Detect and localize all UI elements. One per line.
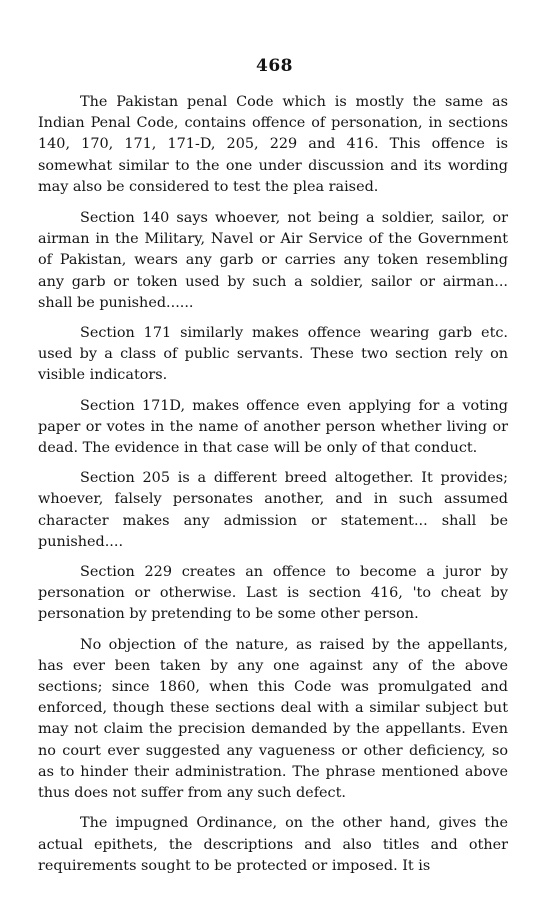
paragraph-section-171d: Section 171D, makes offence even applying for a voting paper or votes in the name of another person whether living or dead. The evidence in that case will be only of that conduct. — [38, 397, 508, 457]
paragraph-no-objection: No objection of the nature, as raised by the appellants, has ever been taken by any one against any of the above sections; since 1860, when this Code was promulgated and enforced, though these sections deal with a similar subject but may not claim the precision demanded by the appellants. Even no court ever suggested any vagueness or other deficiency, so as to hinder their administration. The phrase mentioned above thus does not suffer from any such defect. — [38, 636, 508, 802]
paragraph-penal-code-overview: The Pakistan penal Code which is mostly the same as Indian Penal Code, contains offence of personation, in sections 140, 170, 171, 171-D, 205, 229 and 416. This offence is somewhat similar to the one under discussion and its wording may also be considered to test the plea raised. — [38, 94, 508, 195]
paragraph-section-205: Section 205 is a different breed altogether. It provides; whoever, falsely personates another, and in such assumed character makes any admission or statement... shall be punished.... — [38, 470, 508, 550]
paragraph-impugned-ordinance: The impugned Ordinance, on the other hand, gives the actual epithets, the descriptions and also titles and other requirements sought to be protected or imposed. It is — [38, 815, 508, 874]
paragraph-section-171: Section 171 similarly makes offence wearing garb etc. used by a class of public servants. These two section rely on visible indicators. — [38, 325, 508, 384]
page-number: 468 — [256, 56, 293, 76]
paragraph-section-229-416: Section 229 creates an offence to become a juror by personation or otherwise. Last is section 416, 'to cheat by personation by pretending to be some other person. — [38, 564, 508, 623]
document-body — [38, 92, 508, 886]
paragraph-section-140: Section 140 says whoever, not being a soldier, sailor, or airman in the Military, Navel or Air Service of the Government of Pakistan, wears any garb or carries any token resembling any garb or token used by such a soldier, sailor or airman... shall be punished...... — [38, 210, 508, 311]
